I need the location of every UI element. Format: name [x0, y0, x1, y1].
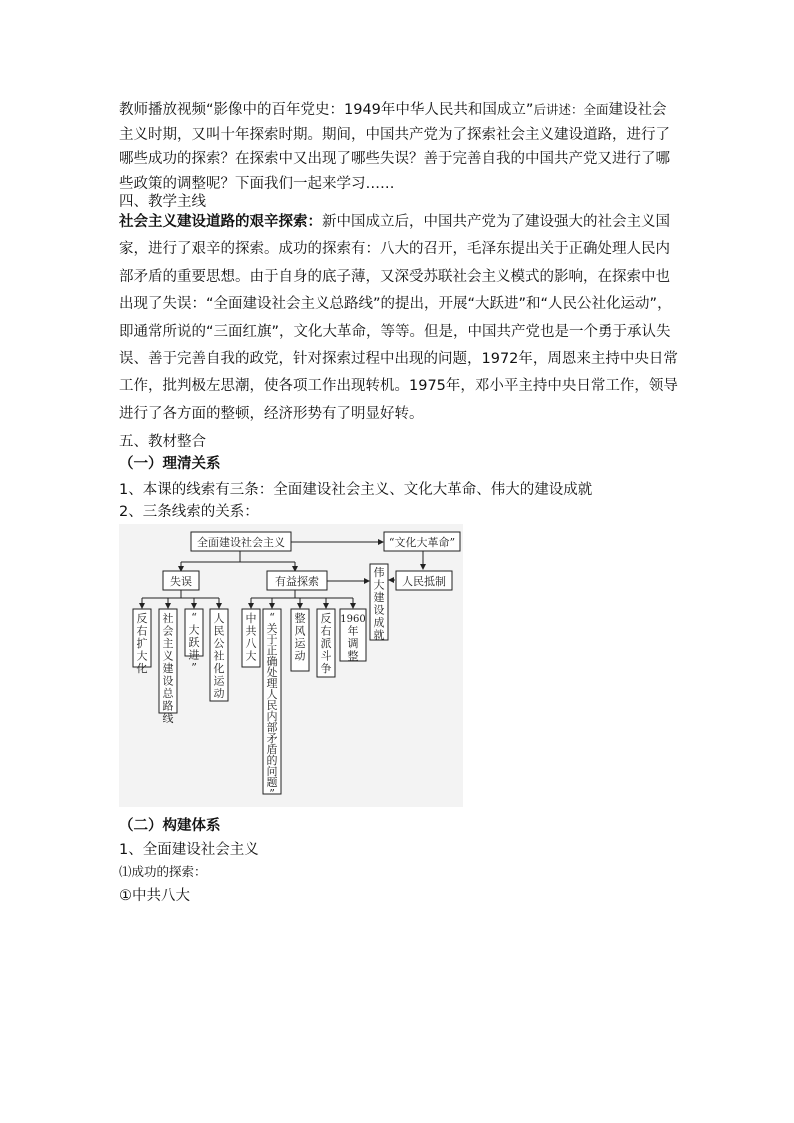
node-explore-label: 有益探索 [275, 575, 319, 588]
relationship-diagram [119, 524, 463, 807]
intro-text: 教师播放视频“影像中的百年党史：1949年中华人民共和国成立” [119, 102, 534, 118]
subsection-build: （二）构建体系 [119, 818, 221, 834]
mistake-item-label-4: 人民公社化运动 [213, 612, 225, 700]
intro-paragraph [119, 98, 679, 196]
section4-lead: 社会主义建设道路的艰辛探索： [119, 214, 322, 230]
section4-heading: 四、教学主线 [119, 194, 206, 210]
section5-heading: 五、教材整合 [119, 434, 206, 450]
section4-paragraph [119, 209, 679, 428]
subsection-clarify: （一）理清关系 [119, 456, 221, 472]
node-cultural-label: “文化大革命” [388, 536, 456, 549]
list-item-socialism: 1、全面建设社会主义 [119, 842, 259, 858]
node-mistakes-label: 失误 [170, 575, 192, 588]
explore-item-label-2: “关于正确处理人民内部矛盾的问题” [266, 611, 278, 800]
node-root-label: 全面建设社会主义 [197, 536, 285, 549]
section4-body: 新中国成立后，中国共产党为了建设强大的社会主义国家，进行了艰辛的探索。成功的探索有：八大的召开，毛泽东提出关于正确处理人民内部矛盾的重要思想。由于自身的底子薄，又深受苏联社会主义模式的影响，在探索中也出现了失误：“全面建设社会主义总路线”的提出，开展“大跃进”和“人民公社化运动”，即通常所说的“三面红旗”，文化大革命，等等。但是，中国共产党也是一个勇于承认失误、善于完善自我的政党，针对探索过程中出现的问题，1972年，周恩来主持中央日常工作，批判极左思潮，使各项工作出现转机。1975年，邓小平主持中央日常工作，领导进行了各方面的整顿，经济形势有了明显好转。 [119, 214, 678, 422]
intro-text-small: 后讲述：全面 [533, 102, 609, 117]
explore-item-label-1: 中共八大 [245, 612, 257, 663]
list-item-clues: 1、本课的线索有三条：全面建设社会主义、文化大革命、伟大的建设成就 [119, 482, 593, 498]
explore-item-label-3: 整风运动 [294, 612, 306, 663]
node-resist-label: 人民抵制 [402, 575, 446, 588]
explore-item-label-4: 反右派斗争 [320, 612, 332, 675]
intro-text-rest: 建设社会主义时期，又叫十年探索时期。期间，中国共产党为了探索社会主义建设道路，进行了哪些成功的探索？在探索中又出现了哪些失误？善于完善自我的中国共产党又进行了哪些政策的调整呢？下面我们一起来学习…… [119, 102, 670, 192]
mistake-item-label-2: 社会主义建设总路线 [162, 612, 174, 725]
explore-item-label-5: 1960 年调整 [340, 614, 366, 663]
list-item-relation: 2、三条线索的关系： [119, 504, 259, 520]
list-item-eighth-congress: ①中共八大 [119, 888, 190, 904]
list-item-success: ⑴成功的探索： [119, 864, 207, 879]
mistake-item-label-1: 反右扩大化 [136, 612, 148, 675]
mistake-item-label-3: “大跃进” [188, 611, 200, 674]
node-achievement-label: 伟大建设成就 [373, 566, 385, 642]
